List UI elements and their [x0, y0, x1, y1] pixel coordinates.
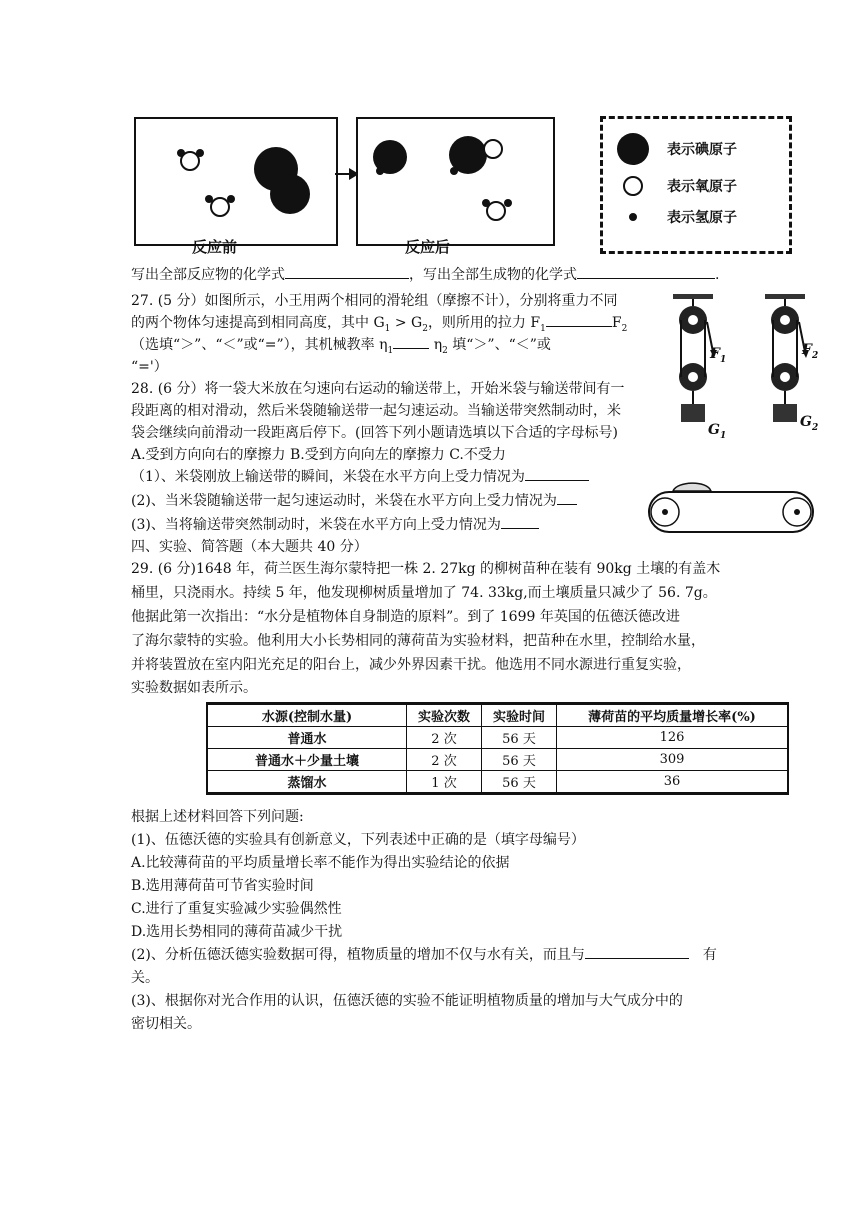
q26-part3: .	[715, 267, 720, 283]
q28-line3: 袋会继续向前滑动一段距离后停下。(回答下列小题请选填以下合适的字母标号)	[131, 425, 618, 441]
q29-line2: 桶里，只浇雨水。持续 5 年，他发现柳树质量增加了 74. 33kg,而土壤质量只减少了 56. 7g。	[131, 585, 717, 601]
q29-line6: 实验数据如表所示。	[131, 680, 257, 696]
question-3-cont: 密切相关。	[131, 1016, 201, 1032]
q26-part1: 写出全部反应物的化学式	[131, 267, 285, 283]
q26-formula-line	[131, 264, 719, 286]
reaction-before-molecules	[136, 119, 336, 244]
label-f2: $F_2$	[802, 342, 819, 361]
q27-line4: “='）	[131, 359, 168, 375]
q26-part2: ，写出全部生成物的化学式	[409, 267, 577, 283]
option-c: C.进行了重复实验减少实验偶然性	[131, 901, 342, 917]
caption-before: 反应前	[192, 238, 238, 256]
q27-line2: 的两个物体匀速提高到相同高度，其中 $G_1 > G_2$，则所用的拉力 $F_1$ $F_2$	[131, 312, 627, 340]
iodine-atom-icon	[617, 133, 649, 165]
questions-intro: 根据上述材料回答下列问题:	[131, 809, 304, 825]
legend-iodine-label: 表示碘原子	[667, 142, 737, 158]
q28-line1: 28. (6 分）将一袋大米放在匀速向右运动的输送带上，开始米袋与输送带间有一	[131, 381, 625, 397]
legend-hydrogen-label: 表示氢原子	[667, 210, 737, 226]
question-3: (3)、根据你对光合作用的认识，伍德沃德的实验不能证明植物质量的增加与大气成分中的	[131, 993, 683, 1009]
q28-options: A.受到方向向右的摩擦力 B.受到方向向左的摩擦力 C.不受力	[131, 447, 506, 463]
atom-legend	[600, 116, 792, 254]
experiment-table	[206, 702, 789, 795]
legend-oxygen-label: 表示氧原子	[667, 179, 737, 195]
question-1: (1)、伍德沃德的实验具有创新意义，下列表述中正确的是（填字母编号）	[131, 832, 585, 848]
label-g1: $G_1$	[708, 422, 727, 441]
col-header-rate: 薄荷苗的平均质量增长率(%)	[557, 704, 789, 727]
reactant-formula-blank[interactable]	[285, 264, 409, 279]
oxygen-atom-icon	[624, 177, 642, 195]
q28-sub2-blank[interactable]	[557, 490, 577, 505]
q29-line1: 29. (6 分)1648 年，荷兰医生海尔蒙特把一株 2. 27kg 的柳树苗种在装有 90kg 土壤的有盖木	[131, 561, 721, 577]
table-row: 普通水 2 次 56 天 126	[207, 727, 788, 749]
hydrogen-atom-icon	[629, 213, 637, 221]
q28-sub2: (2)、当米袋随输送带一起匀速运动时，米袋在水平方向上受力情况为	[131, 490, 577, 512]
option-a: A.比较薄荷苗的平均质量增长率不能作为得出实验结论的依据	[131, 855, 510, 871]
question-2-cont: 关。	[131, 970, 159, 986]
q2-answer-blank[interactable]	[585, 944, 689, 959]
q28-line2: 段距离的相对滑动，然后米袋随输送带一起匀速运动。当输送带突然制动时，米	[131, 403, 621, 419]
q28-sub1: （1）、米袋刚放上输送带的瞬间，米袋在水平方向上受力情况为	[131, 466, 589, 488]
col-header-water: 水源(控制水量)	[207, 704, 407, 727]
legend-symbols	[611, 119, 651, 251]
force-compare-blank[interactable]	[546, 312, 612, 327]
q28-sub3-blank[interactable]	[501, 514, 539, 529]
option-b: B.选用薄荷苗可节省实验时间	[131, 878, 314, 894]
q29-line3: 他据此第一次指出：“水分是植物体自身制造的原料”。到了 1699 年英国的伍德沃德改进	[131, 609, 680, 625]
q28-sub3: (3)、当将输送带突然制动时，米袋在水平方向上受力情况为	[131, 514, 539, 536]
q27-line1: 27. (5 分）如图所示，小王用两个相同的滑轮组（摩擦不计），分别将重力不同	[131, 293, 618, 309]
conveyor-belt-diagram	[641, 482, 821, 542]
table-header-row	[207, 704, 788, 727]
col-header-time: 实验时间	[482, 704, 557, 727]
q29-line5: 并将装置放在室内阳光充足的阳台上，减少外界因素干扰。他选用不同水源进行重复实验，	[131, 657, 691, 673]
option-d: D.选用长势相同的薄荷苗减少干扰	[131, 924, 343, 940]
label-g2: $G_2$	[800, 414, 819, 433]
reaction-after-box	[356, 117, 555, 246]
rice-bag-icon	[673, 483, 711, 491]
caption-after: 反应后	[405, 238, 451, 256]
efficiency-compare-blank[interactable]	[393, 334, 429, 349]
reaction-before-box	[134, 117, 338, 246]
q29-line4: 了海尔蒙特的实验。他利用大小长势相同的薄荷苗为实验材料，把苗种在水里，控制给水量，	[131, 633, 705, 649]
reaction-after-molecules	[358, 119, 553, 244]
q28-sub1-blank[interactable]	[525, 466, 589, 481]
question-2: (2)、分析伍德沃德实验数据可得，植物质量的增加不仅与水有关，而且与 有	[131, 944, 717, 966]
table-row: 普通水＋少量土壤 2 次 56 天 309	[207, 749, 788, 771]
table-row: 蒸馏水 1 次 56 天 36	[207, 771, 788, 794]
section4-heading: 四、实验、简答题（本大题共 40 分）	[131, 539, 368, 555]
label-f1: $F_1$	[710, 346, 727, 365]
col-header-count: 实验次数	[407, 704, 482, 727]
product-formula-blank[interactable]	[577, 264, 715, 279]
q27-line3: （选填“＞”、“＜”或“=”），其机械教率 $\eta_1$ $\eta_2$ 填“＞”、“＜”或	[131, 334, 551, 362]
